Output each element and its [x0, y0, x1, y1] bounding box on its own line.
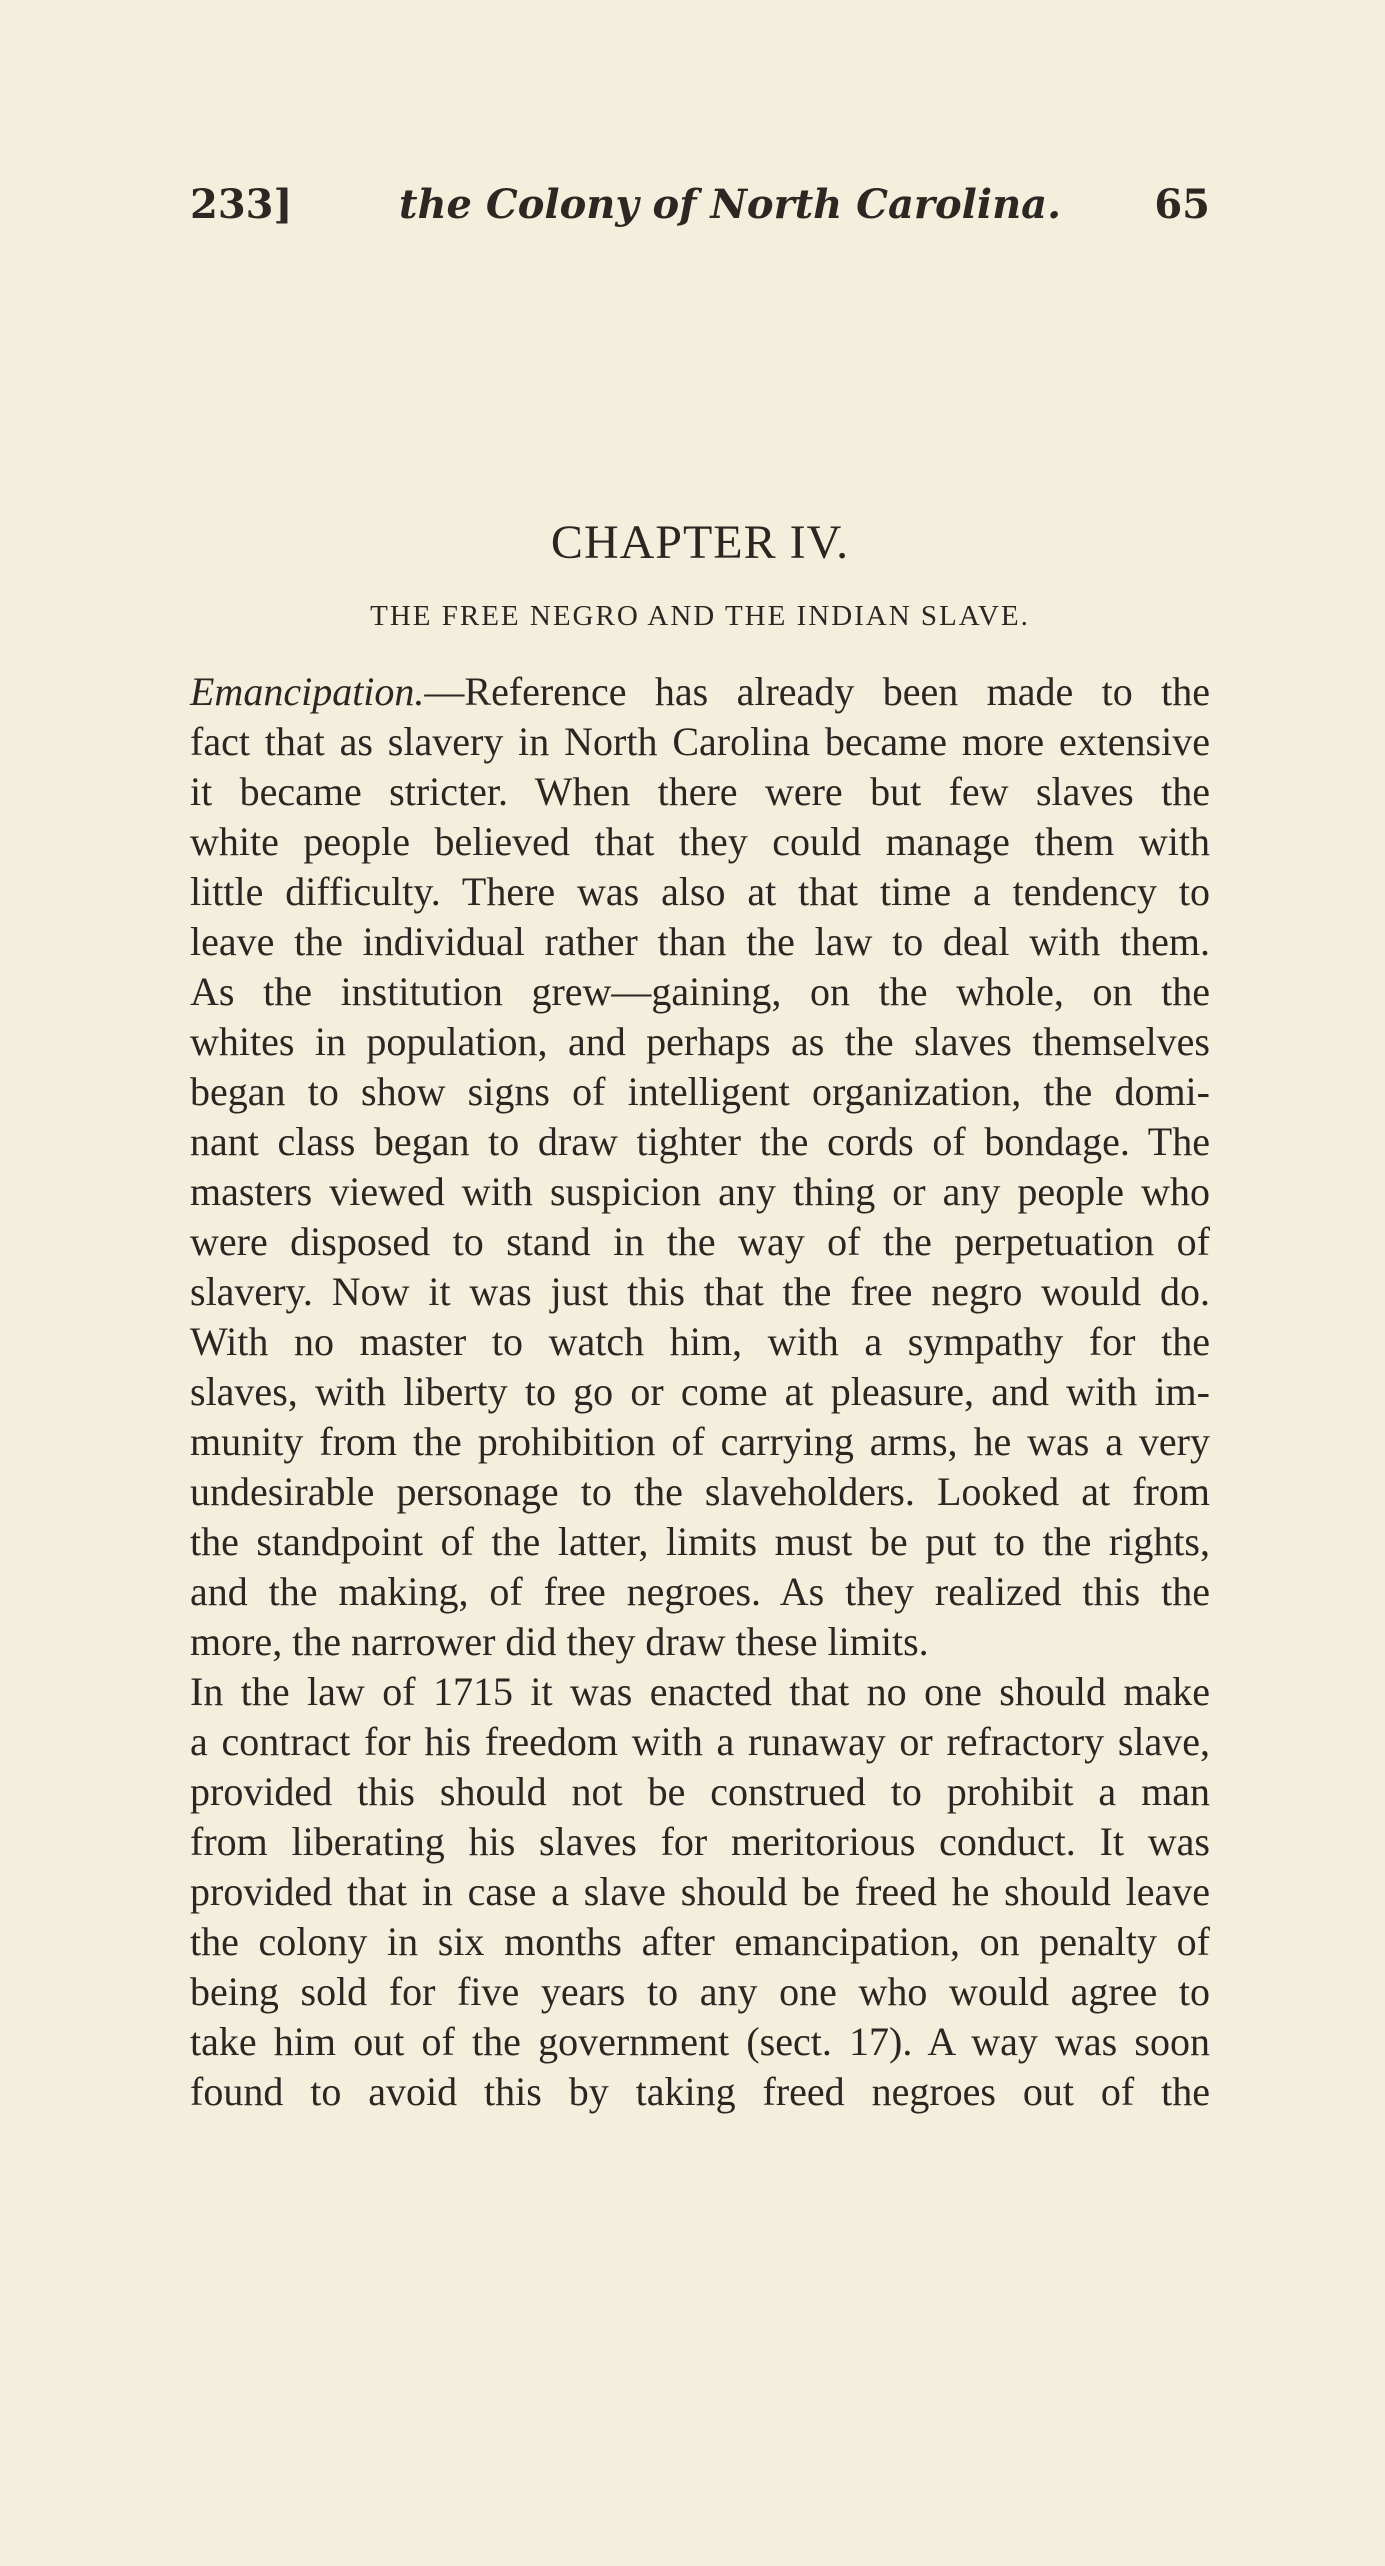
text-line: it became stricter. When there were but few slaves the — [190, 769, 1210, 814]
text-line: munity from the prohibition of carrying arms, he was a very — [190, 1419, 1210, 1464]
text-line: from liberating his slaves for meritorious conduct. It was — [190, 1819, 1210, 1864]
chapter-subtitle: THE FREE NEGRO AND THE INDIAN SLAVE. — [370, 600, 1030, 632]
running-head-page-ref: 233] — [190, 181, 293, 228]
line-text: —Reference has already been made to the — [424, 669, 1210, 714]
text-line: leave the individual rather than the law to deal with them. — [190, 919, 1210, 964]
text-line: undesirable personage to the slaveholders. Looked at from — [190, 1469, 1210, 1514]
text-line: provided this should not be construed to prohibit a man — [190, 1769, 1210, 1814]
text-line: fact that as slavery in North Carolina became more extensive — [190, 719, 1210, 764]
text-line: masters viewed with suspicion any thing or any people who — [190, 1169, 1210, 1214]
text-line: provided that in case a slave should be freed he should leave — [190, 1869, 1210, 1914]
text-line: In the law of 1715 it was enacted that no one should make — [190, 1669, 1210, 1714]
body-text — [190, 667, 1210, 2117]
text-line: little difficulty. There was also at that time a tendency to — [190, 869, 1210, 914]
text-line: found to avoid this by taking freed negroes out of the — [190, 2069, 1210, 2114]
text-line: As the institution grew—gaining, on the whole, on the — [190, 969, 1210, 1014]
text-line — [190, 667, 1210, 717]
text-line: and the making, of free negroes. As they realized this the — [190, 1569, 1210, 1614]
run-in-heading: Emancipation. — [190, 669, 425, 714]
paragraph-emancipation — [190, 667, 1210, 1667]
page-number: 65 — [1154, 181, 1210, 228]
text-line: more, the narrower did they draw these limits. — [190, 1619, 929, 1664]
text-line: a contract for his freedom with a runaway or refractory slave, — [190, 1719, 1210, 1764]
text-line: With no master to watch him, with a sympathy for the — [190, 1319, 1210, 1364]
text-line: began to show signs of intelligent organization, the domi- — [190, 1069, 1210, 1114]
text-line: being sold for five years to any one who would agree to — [190, 1969, 1210, 2014]
text-line: the standpoint of the latter, limits must be put to the rights, — [190, 1519, 1210, 1564]
running-head — [190, 175, 1210, 235]
text-line: were disposed to stand in the way of the perpetuation of — [190, 1219, 1210, 1264]
text-line: take him out of the government (sect. 17). A way was soon — [190, 2019, 1210, 2064]
paragraph-law-of-1715 — [190, 1667, 1210, 2117]
chapter-title: CHAPTER IV. — [550, 516, 850, 569]
text-line: slavery. Now it was just this that the free negro would do. — [190, 1269, 1210, 1314]
text-line: whites in population, and perhaps as the slaves themselves — [190, 1019, 1210, 1064]
text-line: the colony in six months after emancipation, on penalty of — [190, 1919, 1210, 1964]
text-line: slaves, with liberty to go or come at pleasure, and with im- — [190, 1369, 1210, 1414]
text-line: white people believed that they could manage them with — [190, 819, 1210, 864]
running-head-title: the Colony of North Carolina. — [398, 181, 1061, 228]
text-line: nant class began to draw tighter the cords of bondage. The — [190, 1119, 1210, 1164]
